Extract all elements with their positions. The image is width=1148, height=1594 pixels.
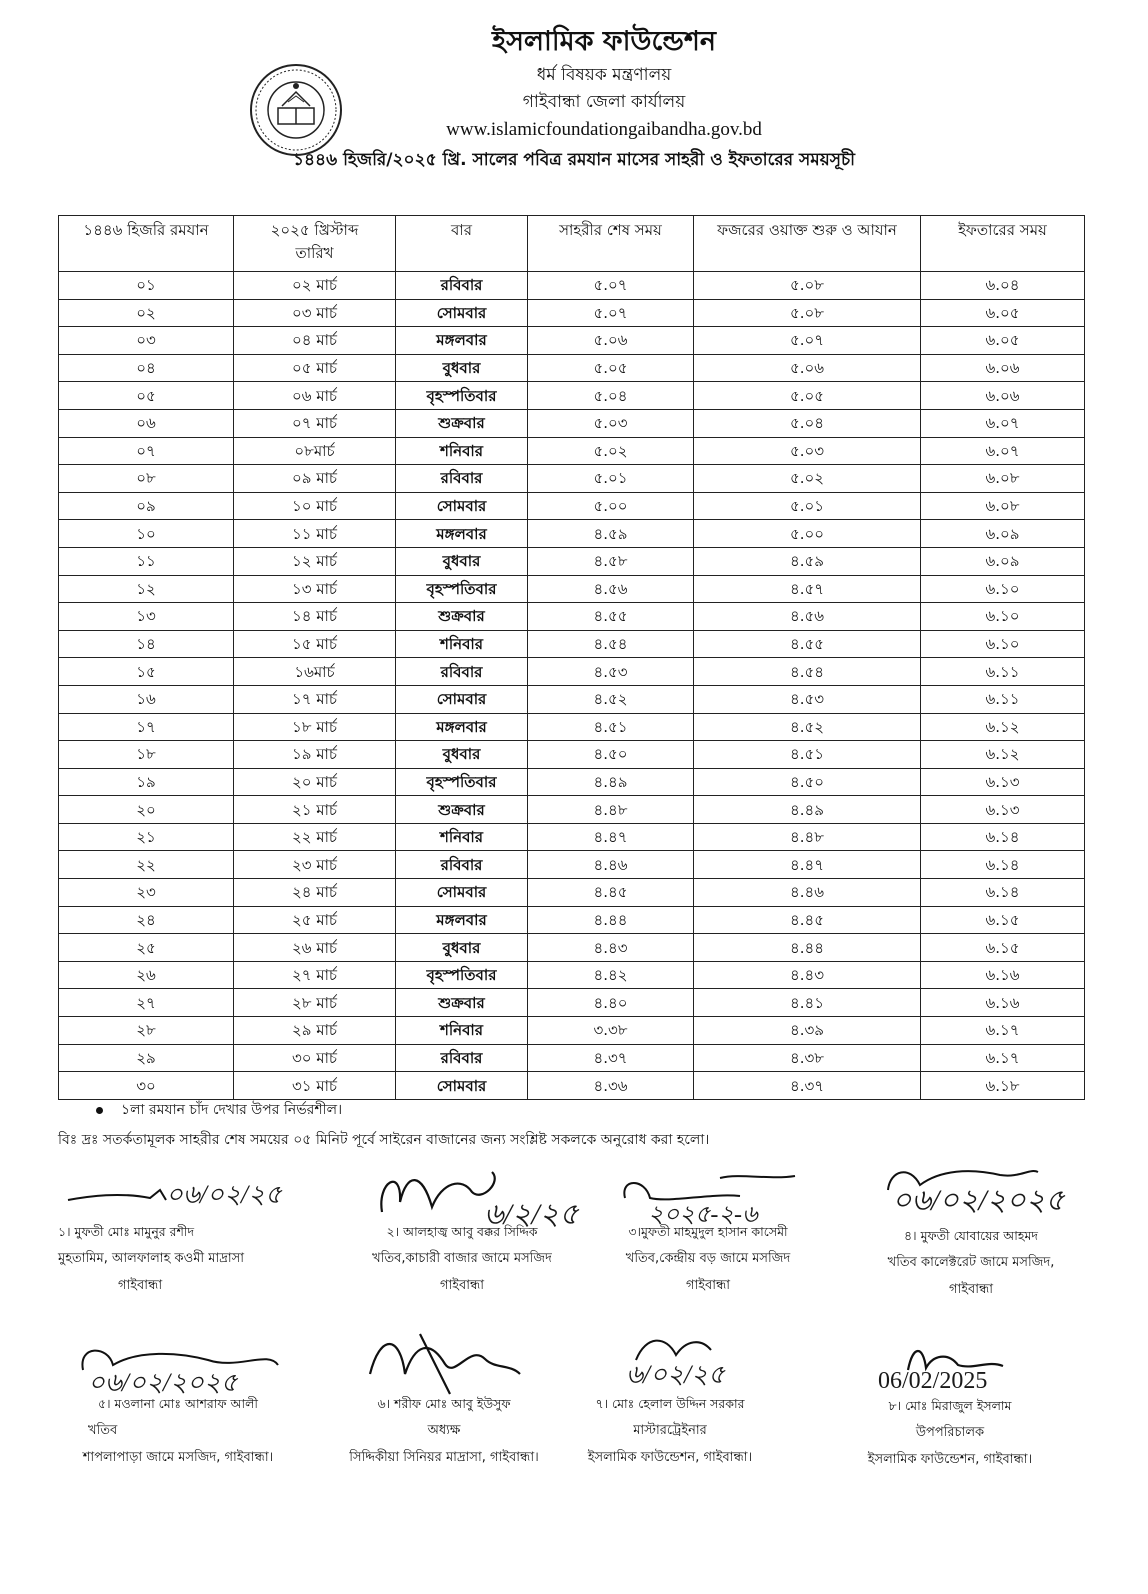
cell-sehri-end: ৪.৩৭ [528, 1044, 694, 1072]
header-fajr-start: ফজরের ওয়াক্ত শুরু ও আযান [694, 216, 921, 272]
table-row [59, 713, 1085, 741]
table-row [59, 575, 1085, 603]
table-row [59, 768, 1085, 796]
cell-iftar-time: ৬.১৬ [921, 989, 1085, 1017]
cell-ramadan-day: ২৯ [59, 1044, 234, 1072]
cell-gregorian-date: ০৬ মার্চ [234, 382, 396, 410]
signature-8 [878, 1340, 1018, 1394]
header-iftar-time: ইফতারের সময় [921, 216, 1085, 272]
table-row [59, 630, 1085, 658]
cell-fajr-start: ৪.৪৩ [694, 961, 921, 989]
cell-fajr-start: ৪.৫৯ [694, 547, 921, 575]
moon-note-text: ১লা রমযান চাঁদ দেখার উপর নির্ভরশীল। [121, 1102, 343, 1118]
cell-weekday: বুধবার [396, 741, 528, 769]
cell-gregorian-date: ১৯ মার্চ [234, 741, 396, 769]
signatory-7-name: ৭। মোঃ হেলাল উদ্দিন সরকার [595, 1396, 745, 1411]
signatory-2-place: গাইবান্ধা [439, 1278, 485, 1293]
cell-sehri-end: ৪.৫৮ [528, 547, 694, 575]
cell-weekday: শুক্রবার [396, 409, 528, 437]
cell-sehri-end: ৪.৫৫ [528, 603, 694, 631]
cell-fajr-start: ৫.০১ [694, 492, 921, 520]
cell-weekday: রবিবার [396, 1044, 528, 1072]
cell-sehri-end: ৫.০৫ [528, 354, 694, 382]
table-row [59, 465, 1085, 493]
signature-1 [60, 1178, 290, 1222]
cell-iftar-time: ৬.০৬ [921, 382, 1085, 410]
moon-sighting-note [96, 1098, 342, 1122]
table-row [59, 299, 1085, 327]
cell-sehri-end: ৪.৪৩ [528, 934, 694, 962]
cell-sehri-end: ৫.০৭ [528, 299, 694, 327]
cell-ramadan-day: ১৯ [59, 768, 234, 796]
cell-ramadan-day: ০৪ [59, 354, 234, 382]
cell-sehri-end: ৪.৪০ [528, 989, 694, 1017]
islamic-foundation-seal-logo [248, 62, 344, 158]
cell-iftar-time: ৬.০৯ [921, 547, 1085, 575]
cell-ramadan-day: ১৪ [59, 630, 234, 658]
header-ramadan-day: ১৪৪৬ হিজরি রমযান [59, 216, 234, 272]
cell-iftar-time: ৬.১৩ [921, 768, 1085, 796]
cell-weekday: সোমবার [396, 879, 528, 907]
signature-7 [626, 1330, 746, 1389]
signature-8-date: 06/02/2025 [878, 1368, 988, 1394]
cell-weekday: সোমবার [396, 1072, 528, 1100]
cell-iftar-time: ৬.১৪ [921, 851, 1085, 879]
signatory-7 [560, 1390, 780, 1471]
cell-ramadan-day: ২৮ [59, 1017, 234, 1045]
cell-fajr-start: ৪.৪৬ [694, 879, 921, 907]
cell-weekday: মঙ্গলবার [396, 713, 528, 741]
cell-ramadan-day: ০৮ [59, 465, 234, 493]
cell-weekday: বৃহস্পতিবার [396, 961, 528, 989]
signatory-8 [840, 1392, 1060, 1473]
signatory-8-title: উপপরিচালক [915, 1425, 985, 1440]
cell-fajr-start: ৪.৩৯ [694, 1017, 921, 1045]
signatory-2 [342, 1218, 582, 1299]
cell-gregorian-date: ২৬ মার্চ [234, 934, 396, 962]
cell-ramadan-day: ০৫ [59, 382, 234, 410]
cell-fajr-start: ৫.০৮ [694, 272, 921, 300]
cell-fajr-start: ৫.০২ [694, 465, 921, 493]
table-row [59, 658, 1085, 686]
table-row [59, 382, 1085, 410]
cell-gregorian-date: ২০ মার্চ [234, 768, 396, 796]
cell-ramadan-day: ২৬ [59, 961, 234, 989]
cell-sehri-end: ৫.০৭ [528, 272, 694, 300]
cell-iftar-time: ৬.০৯ [921, 520, 1085, 548]
cell-weekday: সোমবার [396, 492, 528, 520]
signatory-4-name: ৪। মুফতী যোবায়ের আহমদ [904, 1228, 1038, 1243]
cell-sehri-end: ৪.৪৮ [528, 796, 694, 824]
cell-ramadan-day: ০৩ [59, 327, 234, 355]
signature-5 [78, 1340, 288, 1397]
cell-sehri-end: ৪.৫৪ [528, 630, 694, 658]
cell-fajr-start: ৪.৪৪ [694, 934, 921, 962]
signatory-5 [58, 1390, 298, 1471]
signatory-1-name: ১। মুফতী মোঃ মামুনুর রশীদ [58, 1224, 195, 1239]
cell-weekday: বুধবার [396, 934, 528, 962]
cell-fajr-start: ৪.৩৭ [694, 1072, 921, 1100]
signatory-4 [846, 1222, 1096, 1303]
cell-iftar-time: ৬.১৬ [921, 961, 1085, 989]
cell-gregorian-date: ১১ মার্চ [234, 520, 396, 548]
signatory-3-title: খতিব,কেন্দ্রীয় বড় জামে মসজিদ [625, 1251, 791, 1266]
cell-gregorian-date: ২২ মার্চ [234, 823, 396, 851]
cell-sehri-end: ৪.৪৯ [528, 768, 694, 796]
signatory-6-title: অধ্যক্ষ [427, 1423, 461, 1438]
cell-fajr-start: ৪.৩৮ [694, 1044, 921, 1072]
signatory-2-title: খতিব,কাচারী বাজার জামে মসজিদ [372, 1251, 552, 1266]
cell-iftar-time: ৬.১৮ [921, 1072, 1085, 1100]
table-row [59, 492, 1085, 520]
signatory-7-title: মাস্টারট্রেইনার [633, 1423, 707, 1438]
cell-iftar-time: ৬.০৫ [921, 299, 1085, 327]
website-url: www.islamicfoundationgaibandha.gov.bd [446, 119, 762, 140]
cell-weekday: সোমবার [396, 685, 528, 713]
cell-gregorian-date: ৩১ মার্চ [234, 1072, 396, 1100]
header-date-line2: তারিখ [295, 244, 334, 262]
office-name: গাইবান্ধা জেলা কার্যালয় [522, 92, 686, 112]
cell-iftar-time: ৬.০৪ [921, 272, 1085, 300]
signature-4 [880, 1160, 1065, 1217]
cell-gregorian-date: ১৪ মার্চ [234, 603, 396, 631]
signatory-7-place: ইসলামিক ফাউন্ডেশন, গাইবান্ধা। [587, 1450, 753, 1465]
signatory-4-title: খতিব কালেক্টরেট জামে মসজিদ, [887, 1255, 1055, 1270]
table-row [59, 437, 1085, 465]
cell-gregorian-date: ০৪ মার্চ [234, 327, 396, 355]
cell-gregorian-date: ২৮ মার্চ [234, 989, 396, 1017]
table-row [59, 934, 1085, 962]
cell-fajr-start: ৪.৫৫ [694, 630, 921, 658]
cell-ramadan-day: ১৭ [59, 713, 234, 741]
header-weekday: বার [396, 216, 528, 272]
cell-iftar-time: ৬.১৪ [921, 823, 1085, 851]
cell-sehri-end: ৪.৪৭ [528, 823, 694, 851]
cell-fajr-start: ৪.৫২ [694, 713, 921, 741]
cell-gregorian-date: ০৯ মার্চ [234, 465, 396, 493]
signatory-3-name: ৩।মুফতী মাহমুদুল হাসান কাসেমী [628, 1224, 788, 1239]
cell-weekday: মঙ্গলবার [396, 520, 528, 548]
cell-weekday: রবিবার [396, 465, 528, 493]
cell-sehri-end: ৫.০২ [528, 437, 694, 465]
cell-gregorian-date: ০৩ মার্চ [234, 299, 396, 327]
table-row [59, 741, 1085, 769]
cell-gregorian-date: ২৫ মার্চ [234, 906, 396, 934]
cell-ramadan-day: ২১ [59, 823, 234, 851]
cell-weekday: রবিবার [396, 851, 528, 879]
table-row [59, 989, 1085, 1017]
signatory-3-place: গাইবান্ধা [685, 1278, 731, 1293]
cell-sehri-end: ৪.৫৬ [528, 575, 694, 603]
cell-sehri-end: ৪.৪২ [528, 961, 694, 989]
cell-fajr-start: ৫.০৩ [694, 437, 921, 465]
cell-fajr-start: ৫.০৪ [694, 409, 921, 437]
cell-gregorian-date: ১৬মার্চ [234, 658, 396, 686]
table-row [59, 354, 1085, 382]
signatory-5-title: খতিব [88, 1423, 118, 1438]
cell-iftar-time: ৬.০৫ [921, 327, 1085, 355]
cell-fajr-start: ৪.৫৪ [694, 658, 921, 686]
cell-sehri-end: ৪.৪৫ [528, 879, 694, 907]
cell-ramadan-day: ১৫ [59, 658, 234, 686]
cell-ramadan-day: ০৯ [59, 492, 234, 520]
cell-iftar-time: ৬.১০ [921, 630, 1085, 658]
cell-ramadan-day: ১৩ [59, 603, 234, 631]
cell-gregorian-date: ২৩ মার্চ [234, 851, 396, 879]
cell-ramadan-day: ২৭ [59, 989, 234, 1017]
cell-sehri-end: ৪.৪৪ [528, 906, 694, 934]
cell-iftar-time: ৬.১১ [921, 658, 1085, 686]
table-row [59, 1017, 1085, 1045]
cell-sehri-end: ৫.০৬ [528, 327, 694, 355]
cell-weekday: শুক্রবার [396, 989, 528, 1017]
table-row [59, 879, 1085, 907]
cell-iftar-time: ৬.১২ [921, 713, 1085, 741]
cell-gregorian-date: ২৭ মার্চ [234, 961, 396, 989]
cell-weekday: মঙ্গলবার [396, 327, 528, 355]
cell-iftar-time: ৬.১২ [921, 741, 1085, 769]
cell-gregorian-date: ২১ মার্চ [234, 796, 396, 824]
signatory-8-name: ৮। মোঃ মিরাজুল ইসলাম [888, 1398, 1012, 1413]
signature-3 [620, 1168, 820, 1228]
cell-iftar-time: ৬.১৪ [921, 879, 1085, 907]
signatory-4-place: গাইবান্ধা [948, 1282, 994, 1297]
cell-fajr-start: ৪.৫০ [694, 768, 921, 796]
cell-weekday: রবিবার [396, 272, 528, 300]
table-row [59, 1072, 1085, 1100]
cell-sehri-end: ৫.০৪ [528, 382, 694, 410]
siren-remark-note: বিঃ দ্রঃ সতর্কতামূলক সাহরীর শেষ সময়ের ০৫ মিনিট পূর্বে সাইরেন বাজানের জন্য সংশ্লিষ্ট সকলকে অনুরোধ করা হলো। [58, 1132, 710, 1148]
cell-fajr-start: ৪.৫৩ [694, 685, 921, 713]
cell-ramadan-day: ১২ [59, 575, 234, 603]
cell-ramadan-day: ২৪ [59, 906, 234, 934]
signatory-6-name: ৬। শরীফ মোঃ আবু ইউসুফ [377, 1396, 511, 1411]
cell-ramadan-day: ১৮ [59, 741, 234, 769]
table-row [59, 603, 1085, 631]
cell-iftar-time: ৬.১০ [921, 575, 1085, 603]
table-row [59, 272, 1085, 300]
table-row [59, 796, 1085, 824]
cell-gregorian-date: ১৩ মার্চ [234, 575, 396, 603]
cell-fajr-start: ৪.৪১ [694, 989, 921, 1017]
cell-iftar-time: ৬.১৭ [921, 1017, 1085, 1045]
table-row [59, 823, 1085, 851]
cell-weekday: শুক্রবার [396, 603, 528, 631]
cell-gregorian-date: ১৫ মার্চ [234, 630, 396, 658]
cell-fajr-start: ৪.৫৬ [694, 603, 921, 631]
cell-fajr-start: ৪.৫৭ [694, 575, 921, 603]
cell-gregorian-date: ৩০ মার্চ [234, 1044, 396, 1072]
signature-2-date: ৬/২/২৫ [484, 1198, 579, 1231]
signature-5-date: ০৬/০২/২০২৫ [88, 1368, 238, 1397]
cell-gregorian-date: ২৪ মার্চ [234, 879, 396, 907]
cell-sehri-end: ৪.৫১ [528, 713, 694, 741]
cell-fajr-start: ৫.০০ [694, 520, 921, 548]
cell-weekday: বুধবার [396, 547, 528, 575]
cell-sehri-end: ৪.৫৩ [528, 658, 694, 686]
cell-sehri-end: ৪.৫০ [528, 741, 694, 769]
cell-ramadan-day: ২৫ [59, 934, 234, 962]
cell-ramadan-day: ২৩ [59, 879, 234, 907]
cell-sehri-end: ৫.০০ [528, 492, 694, 520]
cell-iftar-time: ৬.০৭ [921, 409, 1085, 437]
cell-ramadan-day: ০৬ [59, 409, 234, 437]
cell-fajr-start: ৪.৪৮ [694, 823, 921, 851]
signatory-1-place: গাইবান্ধা [118, 1278, 163, 1293]
table-header-row [59, 216, 1085, 272]
cell-sehri-end: ৫.০১ [528, 465, 694, 493]
ramadan-schedule-table [58, 215, 1085, 1100]
cell-weekday: বৃহস্পতিবার [396, 575, 528, 603]
signatory-8-place: ইসলামিক ফাউন্ডেশন, গাইবান্ধা। [867, 1452, 1033, 1467]
cell-fajr-start: ৪.৫১ [694, 741, 921, 769]
cell-ramadan-day: ১৬ [59, 685, 234, 713]
table-row [59, 409, 1085, 437]
cell-iftar-time: ৬.০৮ [921, 465, 1085, 493]
cell-gregorian-date: ০২ মার্চ [234, 272, 396, 300]
cell-ramadan-day: ০৭ [59, 437, 234, 465]
table-row [59, 547, 1085, 575]
cell-fajr-start: ৫.০৫ [694, 382, 921, 410]
cell-weekday: রবিবার [396, 658, 528, 686]
cell-weekday: শনিবার [396, 630, 528, 658]
cell-iftar-time: ৬.০৮ [921, 492, 1085, 520]
cell-fajr-start: ৫.০৬ [694, 354, 921, 382]
cell-weekday: শুক্রবার [396, 796, 528, 824]
cell-gregorian-date: ০৮মার্চ [234, 437, 396, 465]
cell-fajr-start: ৪.৪৫ [694, 906, 921, 934]
table-row [59, 327, 1085, 355]
cell-sehri-end: ৪.৫৯ [528, 520, 694, 548]
signatory-3 [588, 1218, 828, 1299]
header-date-line1: ২০২৫ খ্রিস্টাব্দ [270, 221, 359, 239]
cell-iftar-time: ৬.১৫ [921, 906, 1085, 934]
cell-fajr-start: ৫.০৭ [694, 327, 921, 355]
cell-ramadan-day: ২০ [59, 796, 234, 824]
table-row [59, 961, 1085, 989]
cell-fajr-start: ৪.৪৭ [694, 851, 921, 879]
table-row [59, 851, 1085, 879]
cell-weekday: বৃহস্পতিবার [396, 768, 528, 796]
ministry-name: ধর্ম বিষয়ক মন্ত্রণালয় [536, 65, 672, 85]
cell-gregorian-date: ১৭ মার্চ [234, 685, 396, 713]
cell-iftar-time: ৬.০৭ [921, 437, 1085, 465]
cell-weekday: বৃহস্পতিবার [396, 382, 528, 410]
signature-4-date: ০৬/০২/২০২৫ [892, 1184, 1065, 1217]
cell-iftar-time: ৬.১৩ [921, 796, 1085, 824]
cell-weekday: মঙ্গলবার [396, 906, 528, 934]
cell-ramadan-day: ১১ [59, 547, 234, 575]
cell-ramadan-day: ০১ [59, 272, 234, 300]
header-sehri-end: সাহরীর শেষ সময় [528, 216, 694, 272]
cell-ramadan-day: ০২ [59, 299, 234, 327]
signature-1-date: ০৬/০২/২৫ [166, 1180, 282, 1209]
cell-iftar-time: ৬.১৫ [921, 934, 1085, 962]
cell-ramadan-day: ৩০ [59, 1072, 234, 1100]
cell-weekday: বুধবার [396, 354, 528, 382]
cell-iftar-time: ৬.১৭ [921, 1044, 1085, 1072]
cell-iftar-time: ৬.১১ [921, 685, 1085, 713]
cell-fajr-start: ৫.০৮ [694, 299, 921, 327]
cell-iftar-time: ৬.১০ [921, 603, 1085, 631]
bullet-icon [96, 1107, 103, 1114]
cell-ramadan-day: ১০ [59, 520, 234, 548]
cell-fajr-start: ৪.৪৯ [694, 796, 921, 824]
signature-7-date: ৬/০২/২৫ [626, 1360, 725, 1389]
cell-gregorian-date: ১০ মার্চ [234, 492, 396, 520]
signatory-5-place: শাপলাপাড়া জামে মসজিদ, গাইবান্ধা। [82, 1450, 274, 1465]
cell-sehri-end: ৪.৫২ [528, 685, 694, 713]
document-header [0, 22, 1148, 177]
schedule-body [59, 272, 1085, 1100]
cell-weekday: সোমবার [396, 299, 528, 327]
table-row [59, 1044, 1085, 1072]
signatory-6 [334, 1390, 554, 1471]
header-gregorian-date [234, 216, 396, 272]
cell-gregorian-date: ১২ মার্চ [234, 547, 396, 575]
table-row [59, 685, 1085, 713]
cell-gregorian-date: ০৫ মার্চ [234, 354, 396, 382]
signature-3-date: ২০২৫-২-৬ [648, 1202, 758, 1228]
cell-weekday: শনিবার [396, 823, 528, 851]
table-row [59, 906, 1085, 934]
cell-sehri-end: ৪.৩৬ [528, 1072, 694, 1100]
signatory-5-name: ৫। মওলানা মোঃ আশরাফ আলী [97, 1396, 259, 1411]
cell-ramadan-day: ২২ [59, 851, 234, 879]
organization-title: ইসলামিক ফাউন্ডেশন [492, 26, 716, 57]
cell-weekday: শনিবার [396, 1017, 528, 1045]
cell-sehri-end: ৫.০৩ [528, 409, 694, 437]
signatory-2-name: ২। আলহাজ্ব আবু বক্কর সিদ্দিক [386, 1224, 538, 1239]
signatory-6-place: সিদ্দিকীয়া সিনিয়র মাদ্রাসা, গাইবান্ধা। [349, 1450, 539, 1465]
table-row [59, 520, 1085, 548]
cell-sehri-end: ৩.৩৮ [528, 1017, 694, 1045]
cell-gregorian-date: ০৭ মার্চ [234, 409, 396, 437]
schedule-subtitle: ১৪৪৬ হিজরি/২০২৫ খ্রি. সালের পবিত্র রমযান মাসের সাহরী ও ইফতারের সময়সূচী [293, 150, 855, 170]
signatory-1 [58, 1218, 318, 1299]
cell-sehri-end: ৪.৪৬ [528, 851, 694, 879]
cell-weekday: শনিবার [396, 437, 528, 465]
cell-iftar-time: ৬.০৬ [921, 354, 1085, 382]
signatory-1-title: মুহতামিম, আলফালাহ কওমী মাদ্রাসা [58, 1251, 245, 1266]
cell-gregorian-date: ১৮ মার্চ [234, 713, 396, 741]
cell-gregorian-date: ২৯ মার্চ [234, 1017, 396, 1045]
